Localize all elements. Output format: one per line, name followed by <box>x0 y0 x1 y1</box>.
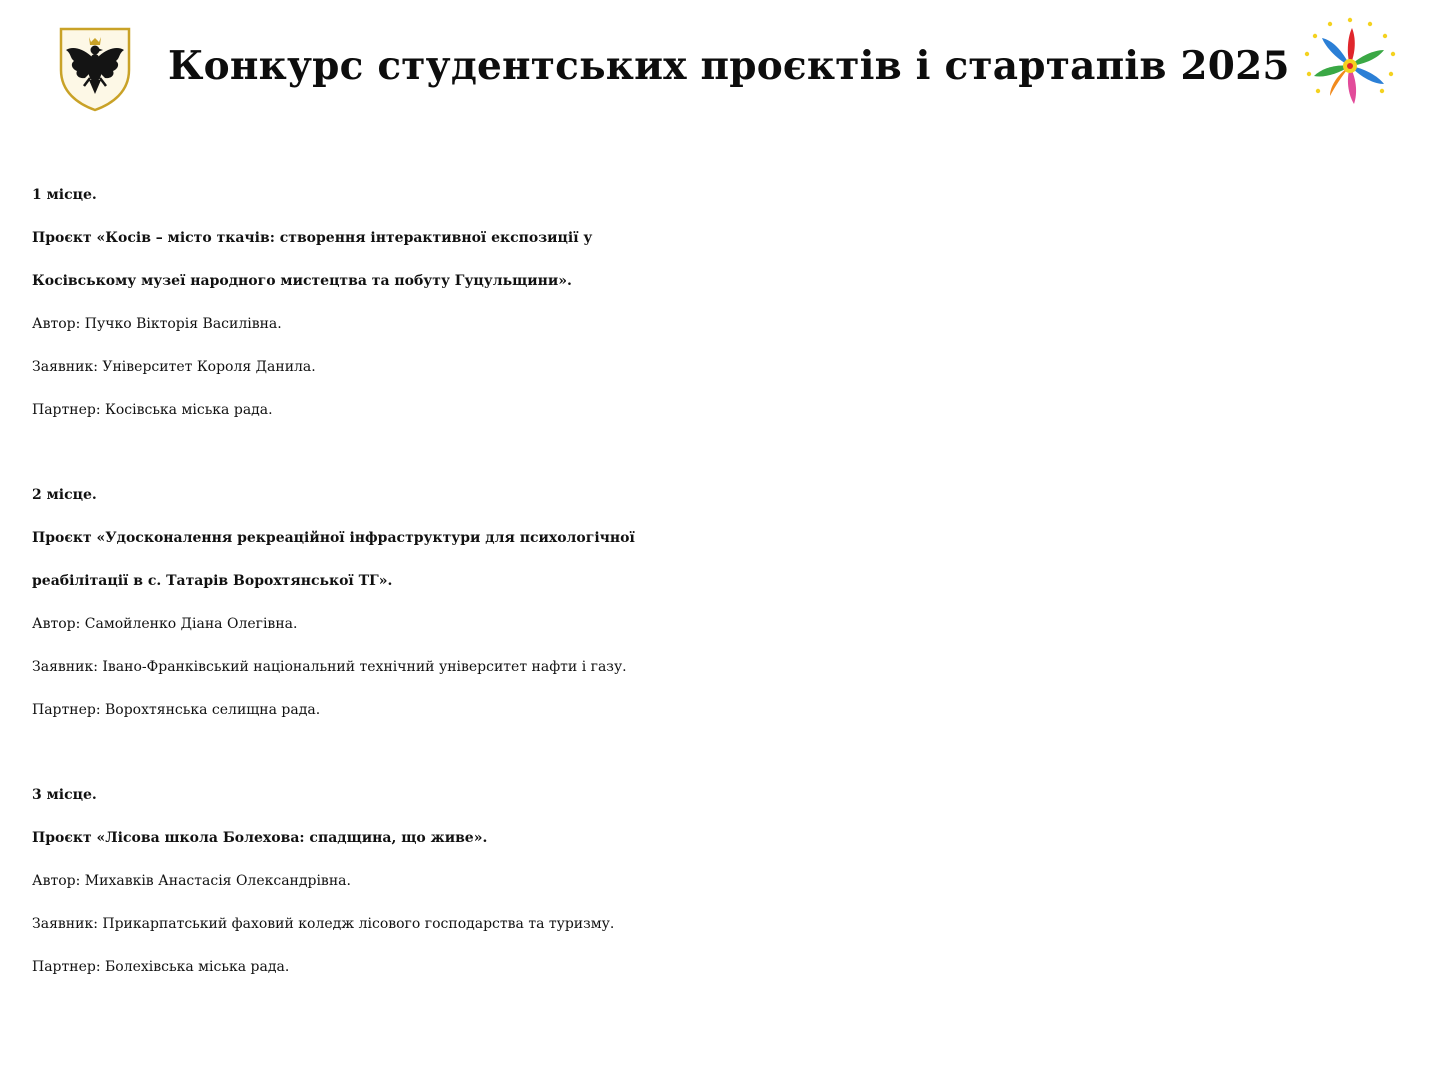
project-title-line: Проєкт «Лісова школа Болехова: спадщина, що живе». <box>32 830 488 846</box>
place-heading: 1 місце. <box>32 187 97 203</box>
project-title-line: Проєкт «Косів – місто ткачів: створення інтерактивної експозиції у <box>32 230 593 246</box>
author-line: Автор: Пучко Вікторія Василівна. <box>32 316 282 332</box>
project-title-line: Проєкт «Удосконалення рекреаційної інфраструктури для психологічної <box>32 530 635 546</box>
place-1 <box>32 174 1422 432</box>
results-list <box>32 174 1422 989</box>
applicant-line: Заявник: Івано-Франківський національний технічний університет нафти і газу. <box>32 659 627 675</box>
coat-of-arms-icon <box>58 26 132 112</box>
partner-line: Партнер: Болехівська міська рада. <box>32 959 290 975</box>
page-title: Конкурс студентських проєктів і стартапів 2025 <box>168 43 1290 89</box>
author-line: Автор: Михавків Анастасія Олександрівна. <box>32 873 351 889</box>
partner-line: Партнер: Ворохтянська селищна рада. <box>32 702 321 718</box>
place-2 <box>32 474 1422 732</box>
place-heading: 3 місце. <box>32 787 97 803</box>
applicant-line: Заявник: Прикарпатський фаховий коледж лісового господарства та туризму. <box>32 916 615 932</box>
flower-stars-logo-icon <box>1300 14 1400 110</box>
place-3 <box>32 774 1422 989</box>
partner-line: Партнер: Косівська міська рада. <box>32 402 273 418</box>
page-header <box>0 0 1440 130</box>
project-title-line: Косівському музеї народного мистецтва та побуту Гуцульщини». <box>32 273 572 289</box>
place-heading: 2 місце. <box>32 487 97 503</box>
applicant-line: Заявник: Університет Короля Данила. <box>32 359 316 375</box>
author-line: Автор: Самойленко Діана Олегівна. <box>32 616 298 632</box>
project-title-line: реабілітації в с. Татарів Ворохтянської ТГ». <box>32 573 393 589</box>
